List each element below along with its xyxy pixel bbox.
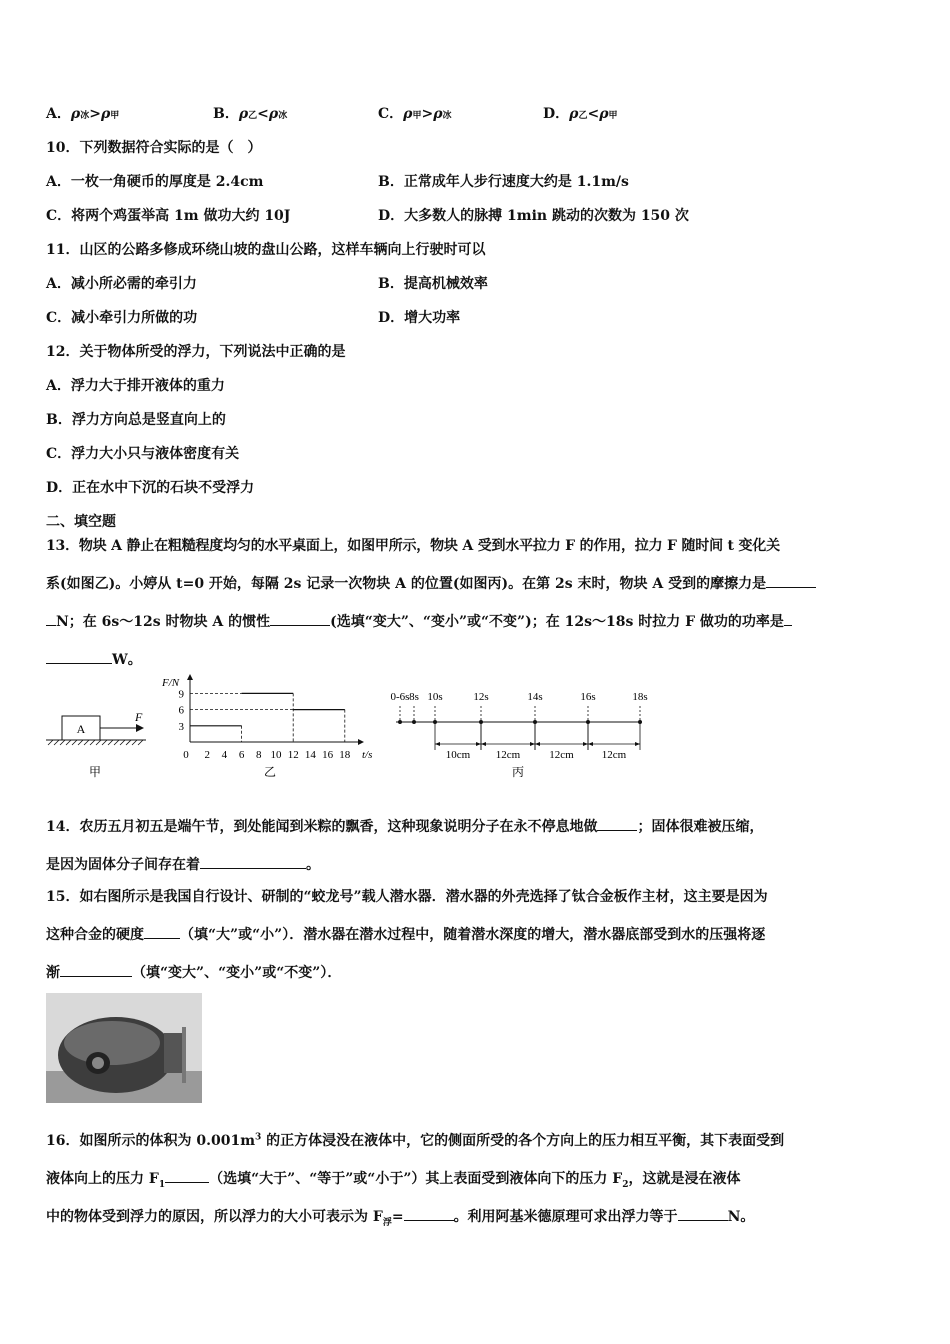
distance-label: 12cm [601,749,627,761]
q15-blank-2[interactable] [60,962,132,977]
time-label: 16s [580,691,596,703]
q14-blank-2[interactable] [200,854,306,869]
q16-line3: 中的物体受到浮力的原因，所以浮力的大小可表示为 $F_浮=$ 。利用阿基米德原理可求出浮力等于 N。 [46,1206,754,1228]
figure-yi-chart [161,674,372,779]
distance-arrow-left [588,742,593,746]
caption-bing: 丙 [511,765,525,779]
q13-line2: 系(如图乙)。小婷从 t=0 开始，每隔 2s 记录一次物块 A 的位置(如图丙)。在第 2s 末时，物块 A 受到的摩擦力是 [46,573,816,593]
x-tick-label: 6 [238,749,245,761]
q13-line1: 13．物块 A 静止在粗糙程度均匀的水平桌面上，如图甲所示，物块 A 受到水平拉力 F 的作用，拉力 F 随时间 t 变化关 [46,538,780,554]
bing-marks [391,691,648,761]
section-heading: 二、填空题 [46,514,116,530]
q10-option-b: B．正常成年人步行速度大约是 1.1m/s [378,174,629,190]
position-dot [412,720,416,724]
caption-jia: 甲 [88,765,102,779]
q14-line2: 是因为固体分子间存在着 。 [46,854,320,874]
q12-option-a: A．浮力大于排开液体的重力 [46,378,225,394]
y-tick-label: 9 [178,688,184,701]
distance-arrow-left [481,742,486,746]
force-label: F [135,710,143,724]
x-tick-label: 14 [304,749,316,761]
q11-option-d: D．增大功率 [378,310,461,326]
q12-option-d: D．正在水中下沉的石块不受浮力 [46,480,255,496]
origin-label: 0 [183,749,189,761]
q10-option-a: A．一枚一角硬币的厚度是 2.4cm [46,174,264,190]
q12-option-c: C．浮力大小只与液体密度有关 [46,446,240,462]
q9-option-d: D．ρ乙<ρ甲 [543,106,618,122]
distance-arrow-right [476,742,481,746]
q13-line4: W。 [46,649,142,669]
figure-jia [46,710,146,779]
distance-arrow-left [435,742,440,746]
y-axis-arrow [187,674,193,680]
y-tick-label: 3 [178,720,184,733]
q16-line1: 16．如图所示的体积为 $0.001m^3$ 的正方体浸没在液体中，它的侧面所受的各个方向上的压力相互平衡，其下表面受到 [46,1132,785,1149]
q16-blank-3[interactable] [678,1206,728,1221]
q11-option-a: A．减小所必需的牵引力 [46,276,197,292]
block-a-label: A [76,722,86,736]
q10-option-c: C．将两个鸡蛋举高 1m 做功大约 10J [46,208,291,224]
q16-blank-2[interactable] [404,1206,454,1221]
q13-line3: N；在 6s～12s 时物块 A 的惯性 (选填“变大”、“变小”或“不变”)；在 12s～18s 时拉力 F 做功的功率是 [46,611,792,631]
time-label: 0-6s [390,691,410,703]
figure-bing [391,691,648,779]
time-label: 14s [527,691,543,703]
q15-line2: 这种合金的硬度 （填“大”或“小”）．潜水器在潜水过程中，随着潜水深度的增大，潜水器底部受到水的压强将逐 [46,924,765,944]
x-tick-label: 2 [204,749,210,761]
x-axis-arrow [358,739,364,745]
q11-option-c: C．减小牵引力所做的功 [46,310,198,326]
submersible-illustration [46,993,202,1103]
q14-blank-1[interactable] [597,816,637,831]
q9-option-b: B．ρ乙<ρ冰 [213,106,288,122]
q12-option-b: B．浮力方向总是竖直向上的 [46,412,226,428]
x-tick-label: 4 [221,749,228,761]
q13-figures [40,672,680,784]
time-label: 10s [427,691,443,703]
x-tick-label: 12 [287,749,299,761]
x-tick-label: 10 [270,749,282,761]
distance-arrow-right [635,742,640,746]
x-axis-label: t/s [362,749,373,761]
q11-stem: 11．山区的公路多修成环绕山坡的盘山公路，这样车辆向上行驶时可以 [46,242,486,258]
distance-arrow-right [530,742,535,746]
distance-label: 12cm [549,749,574,761]
q15-line3: 渐 （填“变大”、“变小”或“不变”）． [46,962,341,982]
x-tick-label: 16 [322,749,334,761]
q10-stem: 10．下列数据符合实际的是（ ） [46,140,262,156]
distance-arrow-left [535,742,540,746]
q12-stem: 12．关于物体所受的浮力，下列说法中正确的是 [46,344,346,360]
q10-option-d: D．大多数人的脉搏 1min 跳动的次数为 150 次 [378,208,689,224]
q15-line1: 15．如右图所示是我国自行设计、研制的“蛟龙号”载人潜水器．潜水器的外壳选择了钛合金板作主材，这主要是因为 [46,889,768,905]
q13-blank-3-cont [46,649,112,664]
submersible-photo [46,993,202,1103]
y-tick-label: 6 [178,704,184,717]
chart-marks [179,688,351,761]
q13-blank-2[interactable] [270,611,330,626]
q16-line2: 液体向上的压力 $F_1$ （选填“大于”、“等于”或“小于”）其上表面受到液体向下的压力 $F_2$，这就是浸在液体 [46,1168,741,1190]
time-label: 18s [632,691,648,703]
q13-blank-3[interactable] [784,611,792,626]
q9-option-a: A．ρ冰>ρ甲 [46,106,120,122]
distance-arrow-right [583,742,588,746]
q13-blank-1[interactable] [766,573,816,588]
distance-label: 12cm [495,749,521,761]
q9-option-c: C．ρ甲>ρ冰 [378,106,452,122]
position-dot [398,720,402,724]
ground-hatch [48,740,143,745]
x-tick-label: 18 [339,749,351,761]
time-label: 12s [473,691,489,703]
y-axis-label: F/N [162,677,180,689]
q16-blank-1[interactable] [165,1168,209,1183]
q15-blank-1[interactable] [144,924,180,939]
time-label: 8s [409,691,419,703]
q13-blank-1-cont [46,611,56,626]
caption-yi: 乙 [263,765,277,779]
q11-option-b: B．提高机械效率 [378,276,488,292]
x-tick-label: 8 [256,749,262,761]
distance-label: 10cm [445,749,471,761]
force-arrow-head [136,724,144,732]
q14-line1: 14．农历五月初五是端午节，到处能闻到米粽的飘香，这种现象说明分子在永不停息地做 ；固体很难被压缩， [46,816,763,836]
